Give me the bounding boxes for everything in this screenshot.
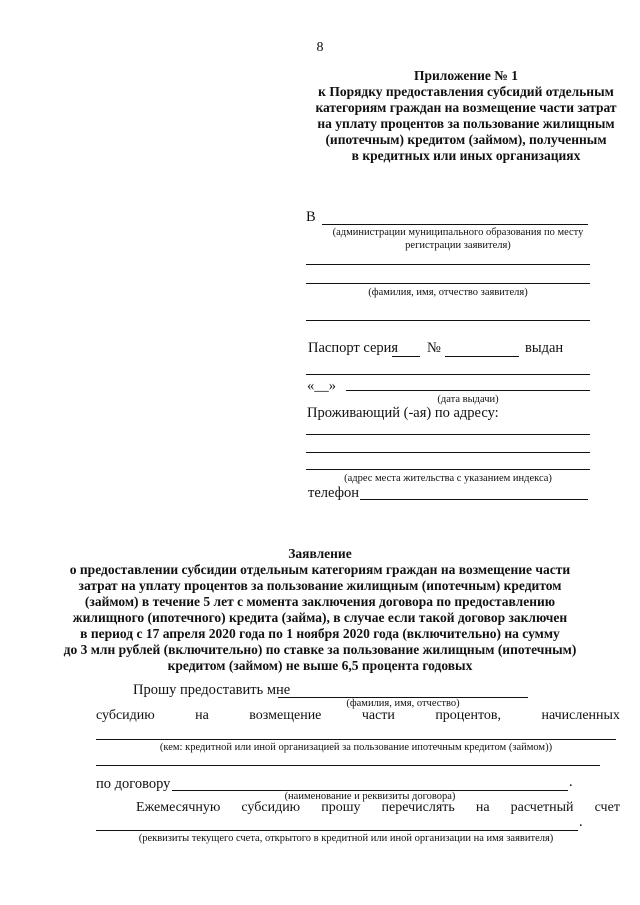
date-quotes: «__» bbox=[307, 378, 336, 394]
phone-field[interactable] bbox=[360, 499, 588, 500]
lender-caption: (кем: кредитной или иной организацией за пользование ипотечным кредитом (займом)) bbox=[159, 742, 553, 753]
lender-field[interactable] bbox=[96, 739, 616, 740]
row2-word: прошу bbox=[321, 800, 361, 815]
statement-line: о предоставлении субсидии отдельным категориям граждан на возмещение части bbox=[69, 562, 571, 577]
row2-word: счет bbox=[594, 800, 620, 815]
appendix-line: на уплату процентов за пользование жилищным bbox=[317, 116, 615, 131]
statement-line: в период с 17 апреля 2020 года по 1 ноября 2020 года (включительно) на сумму bbox=[80, 626, 560, 641]
row-monthly bbox=[136, 800, 620, 816]
account-field[interactable] bbox=[96, 830, 578, 831]
row-subsidy bbox=[96, 708, 620, 724]
row2-word: расчетный bbox=[510, 800, 574, 815]
contract-caption: (наименование и реквизиты договора) bbox=[284, 791, 456, 802]
row2-word: перечислять bbox=[381, 800, 455, 815]
statement-title: Заявление bbox=[288, 546, 352, 561]
row1-word: части bbox=[361, 708, 395, 723]
address-field-3[interactable] bbox=[306, 469, 590, 470]
statement-line: затрат на уплату процентов за пользование жилищным (ипотечным) кредитом bbox=[78, 578, 562, 593]
statement-line: жилищного (ипотечного) кредита (займа), в случае если такой договор заключен bbox=[72, 610, 568, 625]
row2-word: Ежемесячную bbox=[136, 800, 221, 815]
passport-issued-label: выдан bbox=[525, 340, 564, 356]
address-field-1[interactable] bbox=[306, 434, 590, 435]
to-prefix: В bbox=[306, 209, 316, 225]
row1-word: начисленных bbox=[541, 708, 620, 723]
appendix-header bbox=[306, 68, 626, 164]
statement-line: до 3 млн рублей (включительно) по ставке за пользование жилищным (ипотечным) bbox=[63, 642, 577, 657]
passport-number-field[interactable] bbox=[445, 356, 519, 357]
appendix-line: Приложение № 1 bbox=[414, 68, 518, 83]
page-number: 8 bbox=[316, 40, 324, 55]
request-label: Прошу предоставить мне bbox=[133, 682, 291, 698]
appendix-line: к Порядку предоставления субсидий отдельным bbox=[318, 84, 614, 99]
row2-word: на bbox=[475, 800, 490, 815]
passport-number-sign: № bbox=[427, 340, 441, 356]
request-fio-caption: (фамилия, имя, отчество) bbox=[346, 698, 460, 709]
admin-field-2[interactable] bbox=[306, 264, 590, 265]
passport-series-label: Паспорт серия bbox=[308, 340, 399, 356]
admin-field[interactable] bbox=[322, 224, 588, 225]
address-field-2[interactable] bbox=[306, 452, 590, 453]
statement-line: кредитом (займом) не выше 6,5 процента годовых bbox=[167, 658, 473, 673]
issue-date-caption: (дата выдачи) bbox=[437, 394, 499, 405]
row1-word: на bbox=[195, 708, 209, 723]
admin-caption-1: (администрации муниципального образования по месту bbox=[332, 227, 584, 238]
statement-title-block bbox=[40, 546, 600, 674]
residing-label: Проживающий (-ая) по адресу: bbox=[307, 405, 499, 421]
appendix-line: категориям граждан на возмещение части затрат bbox=[315, 100, 617, 115]
row1-word: возмещение bbox=[249, 708, 322, 723]
row2-word: субсидию bbox=[241, 800, 301, 815]
passport-series-field[interactable] bbox=[392, 356, 420, 357]
contract-label: по договору bbox=[96, 776, 171, 792]
fio-caption: (фамилия, имя, отчество заявителя) bbox=[368, 287, 528, 298]
appendix-line: в кредитных или иных организациях bbox=[351, 148, 581, 163]
address-caption: (адрес места жительства с указанием индекса) bbox=[344, 473, 552, 484]
account-dot: . bbox=[579, 814, 583, 830]
appendix-line: (ипотечным) кредитом (займом), полученным bbox=[325, 132, 607, 147]
contract-dot: . bbox=[569, 774, 573, 790]
statement-line: (займом) в течение 5 лет с момента заключения договора по предоставлению bbox=[84, 594, 556, 609]
lender-field-2[interactable] bbox=[96, 765, 600, 766]
fio-field-2[interactable] bbox=[306, 320, 590, 321]
admin-caption-2: регистрации заявителя) bbox=[405, 240, 511, 251]
account-caption: (реквизиты текущего счета, открытого в кредитной или иной организации на имя заявителя) bbox=[138, 833, 554, 844]
issue-date-field[interactable] bbox=[346, 390, 590, 391]
row1-word: процентов, bbox=[435, 708, 502, 723]
fio-field[interactable] bbox=[306, 283, 590, 284]
row1-word: субсидию bbox=[96, 708, 155, 723]
phone-label: телефон bbox=[308, 485, 360, 501]
issued-by-field[interactable] bbox=[306, 374, 590, 375]
